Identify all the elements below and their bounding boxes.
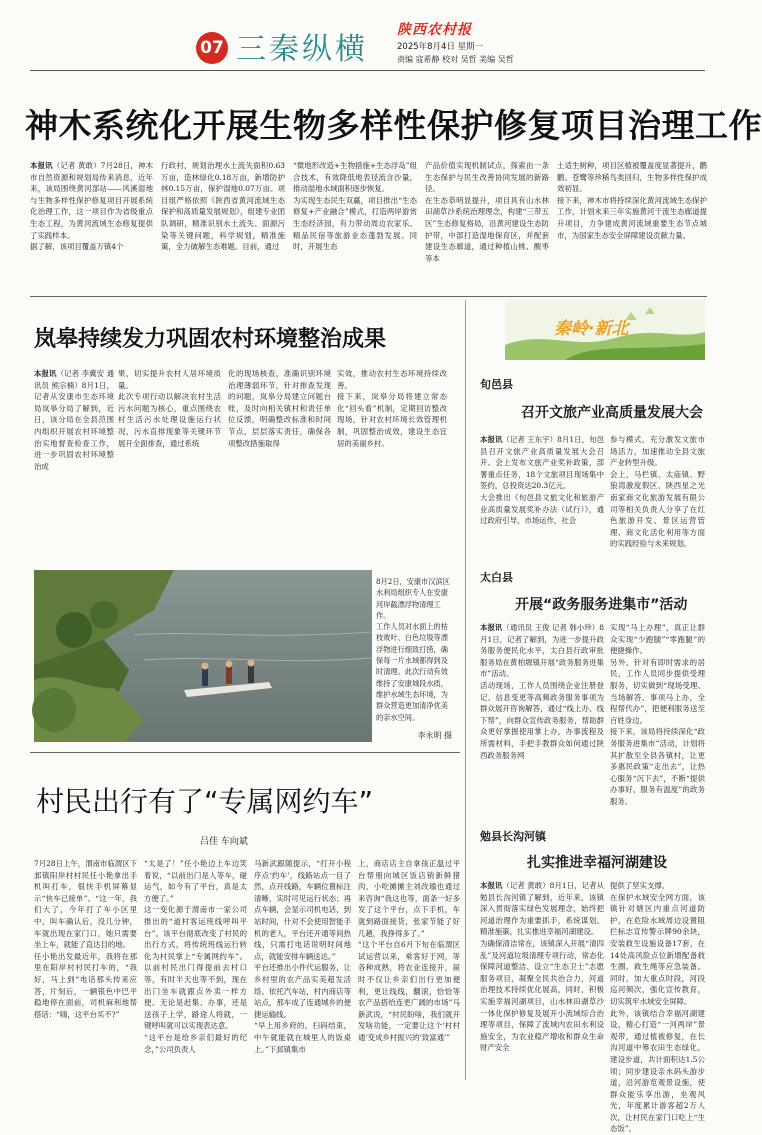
brief-mianxian-col1 [480, 880, 604, 1080]
lead-mark: 本报讯 [34, 369, 57, 378]
brief-xunyi-col1 [480, 434, 604, 552]
brief-xunyi-col2: 参与模式，充分激发文旅市场活力，加速推动全县文旅产业转型升级。 会上，马栏镇、太庙镇、野狼湾激度假区、陕西星之光南家商文化旅游发展有限公司等相关负责人分享了在红色旅游开发、景区运营管理、商文化活化利用等方面的实践经验与未来规划。 [610, 435, 705, 549]
article-langao-col3: 化的现场核查，准确识别环境治理薄弱环节，针对排查发现的问题，岚皋分局建立问题台账，及时向相关镇村和责任单位反馈，明确整改标准和时间节点，层层落实责任，确保各项整改措施取得 [228, 369, 331, 448]
byline: 吕佳 车向斌 [200, 837, 248, 847]
lead-mark: 本报讯 [30, 161, 53, 170]
photo-credit: 李永明 摄 [417, 731, 452, 740]
brief-taibai-col2: 实现“马上办理”，真正让群众实现“少跑腿”“零跑腿”的便捷操作。 另外，针对有即时需求的居民，工作人员同步提供受理服务，切实做到“现场受理、当场解答、事项马上办，全程帮代办”，把便利服务送至百姓身边。 接下来，该局将持续深化“政务服务进集市”活动，计划将其扩散至全县各镇村，让更多惠民政策“走出去”，让热心服务“沉下去”，不断“提供办事好、服务有温度”的政务服务。 [610, 623, 705, 806]
paper-logo: 陕西农村报 [397, 22, 472, 38]
article-text: （记者 黄敢）7月28日，神木市自然资源和规划局传来消息，近年来，该局围绕黄河部站——风溪湿地与生物多样性保护修复项目开展系统化治理工作，这一项目作为省级重点生态工程，为黄河流域生态修复提供了实践样本。 据了解，该项目覆盖万镇4个 [30, 161, 153, 252]
article-ride-col2: “太是了！”任小艳边上车边笑着说，“以前出门是人等车，碰运气，如今有了平台，真是太方便了。” 这一变化源于渭南市一家公司推出的“道村客运班线呼叫平台”。该平台彻底改变了村民的出行方式，将传统班线运行转化为村民掌上“专属网约车”。以前村民出门得提前去村口等，有时半天也等不到，现在出门坐车就跟点外卖一样方便。无论是赶集、办事，还是送孩子上学，路途人将就，一键呼叫就可以实现表达意。 “这平台是给乡亲们最好的纪念，”公司负责人 [144, 859, 247, 1054]
article-ride-col4: 上，商店店主自拿孩正温过平台帮朋向城区饭店销新鲜猪肉，小吃摊摊主刘改瑜也通过来咨询“我这也等，面条一好多发了这个平台，点下手机，车就到路面接货，张家节能了好几趟，我挣得多了。” “这个平台自6月下旬在临渭区试运营以来，乘客好于网，等各种成熟，将农业连接开，届时不仅让乡亲们出行更加便利，更让线线，翻滚，恰恰等农产品搭给连更广阔的市场”马新武说，“村民盼啥，我们就开发啥功能，一定要让这个‘村村通’变成乡村振兴的‘致富通’” [358, 859, 460, 1042]
location-xunyi: 旬邑县 [480, 378, 513, 391]
article-langao-col4: 实效，推动农村生态环境持续改善。 接下来，岚皋分局将建立常态化“回头看”机制，定期回访整改现场，针对农村环境长效管理机制，巩固整治成效，建设生态宜居的美丽乡村。 [337, 369, 447, 448]
headline-taibai: 开展“政务服务进集市”活动 [515, 597, 688, 613]
column-divider [465, 300, 466, 1080]
brief-taibai-col1 [480, 622, 604, 802]
article-text: （通讯员 王俊 记者 韩小珍）8月1日，记者了解到，为进一步提升政务服务便民化水平，太白县行政审批服务局在黄柏塬镇开展“政务服务进集市”活动。 活动现场，工作人员围绕企业注册登记、信息变更等高频政务服务事项为群众展开咨询解答，通过“线上办、线下帮”，向群众宣传政务服务，帮助群众更好掌握使用掌上办，办事流程及所需材料，手把手教群众如何通过陕西政务服务网 [480, 623, 604, 760]
lead-mark: 本报讯 [480, 623, 503, 632]
page-number-badge: 07 [196, 32, 228, 64]
article-text: （记者 黄敢）8月1日，记者从勉县长沟河镇了解到，近年来，该镇深入贯彻落实绿色发展理念，始终把河道治理作为重要抓手，系统谋划、精准施策，扎实推进幸福河湖建设。 为确保清洁常在，该镇深入开展“清四乱”及河道垃圾清理专项行动，常态化保障河道整洁、设立“生态卫士”志愿服务项目，凝聚全民共治合力，河道治理技术持续优化展高，同时，积极实施幸福河湖项目，山水林田湖草沙一体化保护修复及展开小流域综合治理等项目，保障了流域内农田水利设施安全，为农业稳产增收和群众生命财产安全 [480, 881, 604, 1053]
masthead-divider [30, 70, 705, 71]
brief-mianxian-col2: 提供了坚实支撑。 在保护水域安全网方面，该镇针对辖区内重点河道防护，在危险水域周边设置阻拦标志宣传警示牌90余块，安装救生设施设备17套，在14处高风险点位新增配备救生圈，救生绳等应急装备。同时，加大重点时段，河段巡河频次，强化宣传教育，切实筑牢水域安全屏障。 此外，该镇结合幸福河湖建设，精心打造“一河两岸”景观带，通过植被修复，在长沟河道中筹农田生态绿化，建设步道，共计面积达1.5公顷；同步建设亲水码头游步道，沿河游览观景设施，使群众能乐享出游，坐观风光，年度累计游客超2万人次，让村民在家门口吃上“生态饭”。 [610, 881, 705, 1134]
article-ride-col3: 马新武跟随提示，“打开小程序点‘约车’，线路站点一目了然，点开线路，车辆位置标注清晰，实时可见运行状态；再点车辆，会显示司机电话，到站时间，什对不会使用智能手机的老人，平台还开通等间热线，只需打电话说明时间地点，就能安排车辆送达。” 平台还推出小件代运服务，让乡村里的农产品实美超发活络。依托汽车站，村内商店等站点，那车成了连通城乡的便捷运输线。 “早上用乡府的，扫码结束，中午就能就在城里人的饭桌上。”下邽镇集市 [254, 859, 351, 1054]
location-taibai: 太白县 [480, 571, 513, 584]
section-title: 三秦纵横 [236, 32, 368, 67]
section-divider [30, 752, 460, 753]
headline-xunyi: 召开文旅产业高质量发展大会 [521, 405, 703, 421]
article-text: （记者 王东宇）8月1日，旬邑县召开文旅产业高质量发展大会召开。会上发布文旅产业奖补政策，部署重点任务，18个文旅项目现场集中签约，总投资达20.3亿元。 大会推出《旬邑县文旅文化和旅游产业高质量发展奖补办法（试行）》，通过政府引导，市场运作，社会 [480, 435, 604, 526]
article-shenmu-col2: 行政村，规划治理水土流失面积0.63万亩，造林绿化0.18万亩，新增防护林0.15万亩，保护湿地0.07万亩。项目组严格依照《陕西省黄河流域生态保护和高质量发展规划》，组建专业团队调研，精准识别水土流失、面源污染等关键问题，科学规划，精准施策，全力破解生态难题。目前，通过 [161, 161, 285, 252]
article-shenmu-col5: 土适生树种，项目区植被覆盖度显著提升，鹳鹳、苍鹭等珍稀鸟类回归，生物多样性保护成效初显。 接下来，神木市将持续深化黄河流域生态保护工作，计划未来三年实施黄河干流生态廊道提升项目，力争建成黄河流域重要生态节点城市，为国家生态安全屏障建设贡献力量。 [557, 161, 707, 240]
location-mianxian: 勉县长沟河镇 [480, 830, 546, 843]
sidebar-banner-title: 秦岭·新北 [554, 319, 629, 339]
headline-langao: 岚皋持续发力巩固农村环境整治成果 [34, 327, 387, 352]
headline-mianxian: 扎实推进幸福河湖建设 [527, 855, 667, 871]
date-line: 2025年8月4日 星期一 [397, 42, 484, 52]
article-shenmu-col4: 产品价值实现机制试点，探索由一条生态保护与民生改善协同发展的新路径。 在生态恭明显提升，项目具有山水林田湖草沙系统治理理念，构建“三带五区”生态修复格局，沿黄河建设生态防护带，中部打造湿地保育区，并配套建设生态廊道，通过种植山桃、酸枣等本 [425, 161, 549, 263]
article-shenmu-col1 [30, 160, 153, 286]
article-text: （记者 李冀安 通讯员 熊宗楠）8月1日，记者从安康市生态环境局岚皋分局了解到，近日，该分局在全县范围内组织开展农村环境整治实地督查检查工作，进一步巩固农村环境整治成 [34, 369, 114, 471]
news-photo-river-cleanup [34, 570, 372, 742]
section-divider [30, 296, 707, 297]
photo-caption: 8月2日，安康市汉滨区水利局组织专人在安康河岸截漂浮物清理工作。 工作人员对水面上的枯枝败叶、白色垃圾等漂浮物进行细致打捞，确保每一片水域都得到及时清理。此次行动有效维持了安康城段水质，维护水域生态环境，为群众营造更加清净优美的亲水空间。 [376, 577, 450, 722]
headline-shenmu: 神木系统化开展生物多样性保护修复项目治理工作 [25, 106, 762, 145]
staff-line: 责编 寇希静 校对 吴哲 美编 吴哲 [397, 55, 514, 64]
river-scene-illustration [34, 570, 372, 742]
headline-ride-hailing: 村民出行有了“专属网约车” [36, 785, 374, 818]
article-ride-col1: 7月28日上午，渭南市临渭区下邽镇阳岸村村民任小艳拿出手机叫打车，很快手机屏幕显示“快车已接单”。“这一年，我们大了，今年打了车小区里中，叫车确认后，没几分钟，车就出现在家门口，她只需要坐上车，就能了直达目的地。 任小艳出发最近年，我将在那里在阳岸村村民打车的，“我好，马上到”电话那头传来应答，片刻后，一辆银色中巴平稳地停在面前，司机麻利地帮搭话：“嗨，这平台买不?” [34, 859, 137, 1019]
article-shenmu-col3: “微地形改造+生物措施+生态浮岛”组合技术，有效降低地表径流含沙量，推动湿地水域面积逐步恢复。 为实现生态民生双赢，项目推出“生态修复+产业融合”模式，打造两岸游赏生态经济园，有力带动周边农家乐、精品民宿等旅游业态蓬勃发展。同时，开展生态 [293, 161, 417, 252]
lead-mark: 本报讯 [480, 881, 503, 890]
article-langao-col2: 果，切实提升农村人居环境质量。 此次专项行动以解决农村生活污水问题为核心，重点围绕农村生活污水处理设施运行状况，污水直排现象等关键环节展开全面排查，通过系统 [118, 369, 221, 448]
lead-mark: 本报讯 [480, 435, 503, 444]
article-langao-col1 [34, 368, 114, 566]
